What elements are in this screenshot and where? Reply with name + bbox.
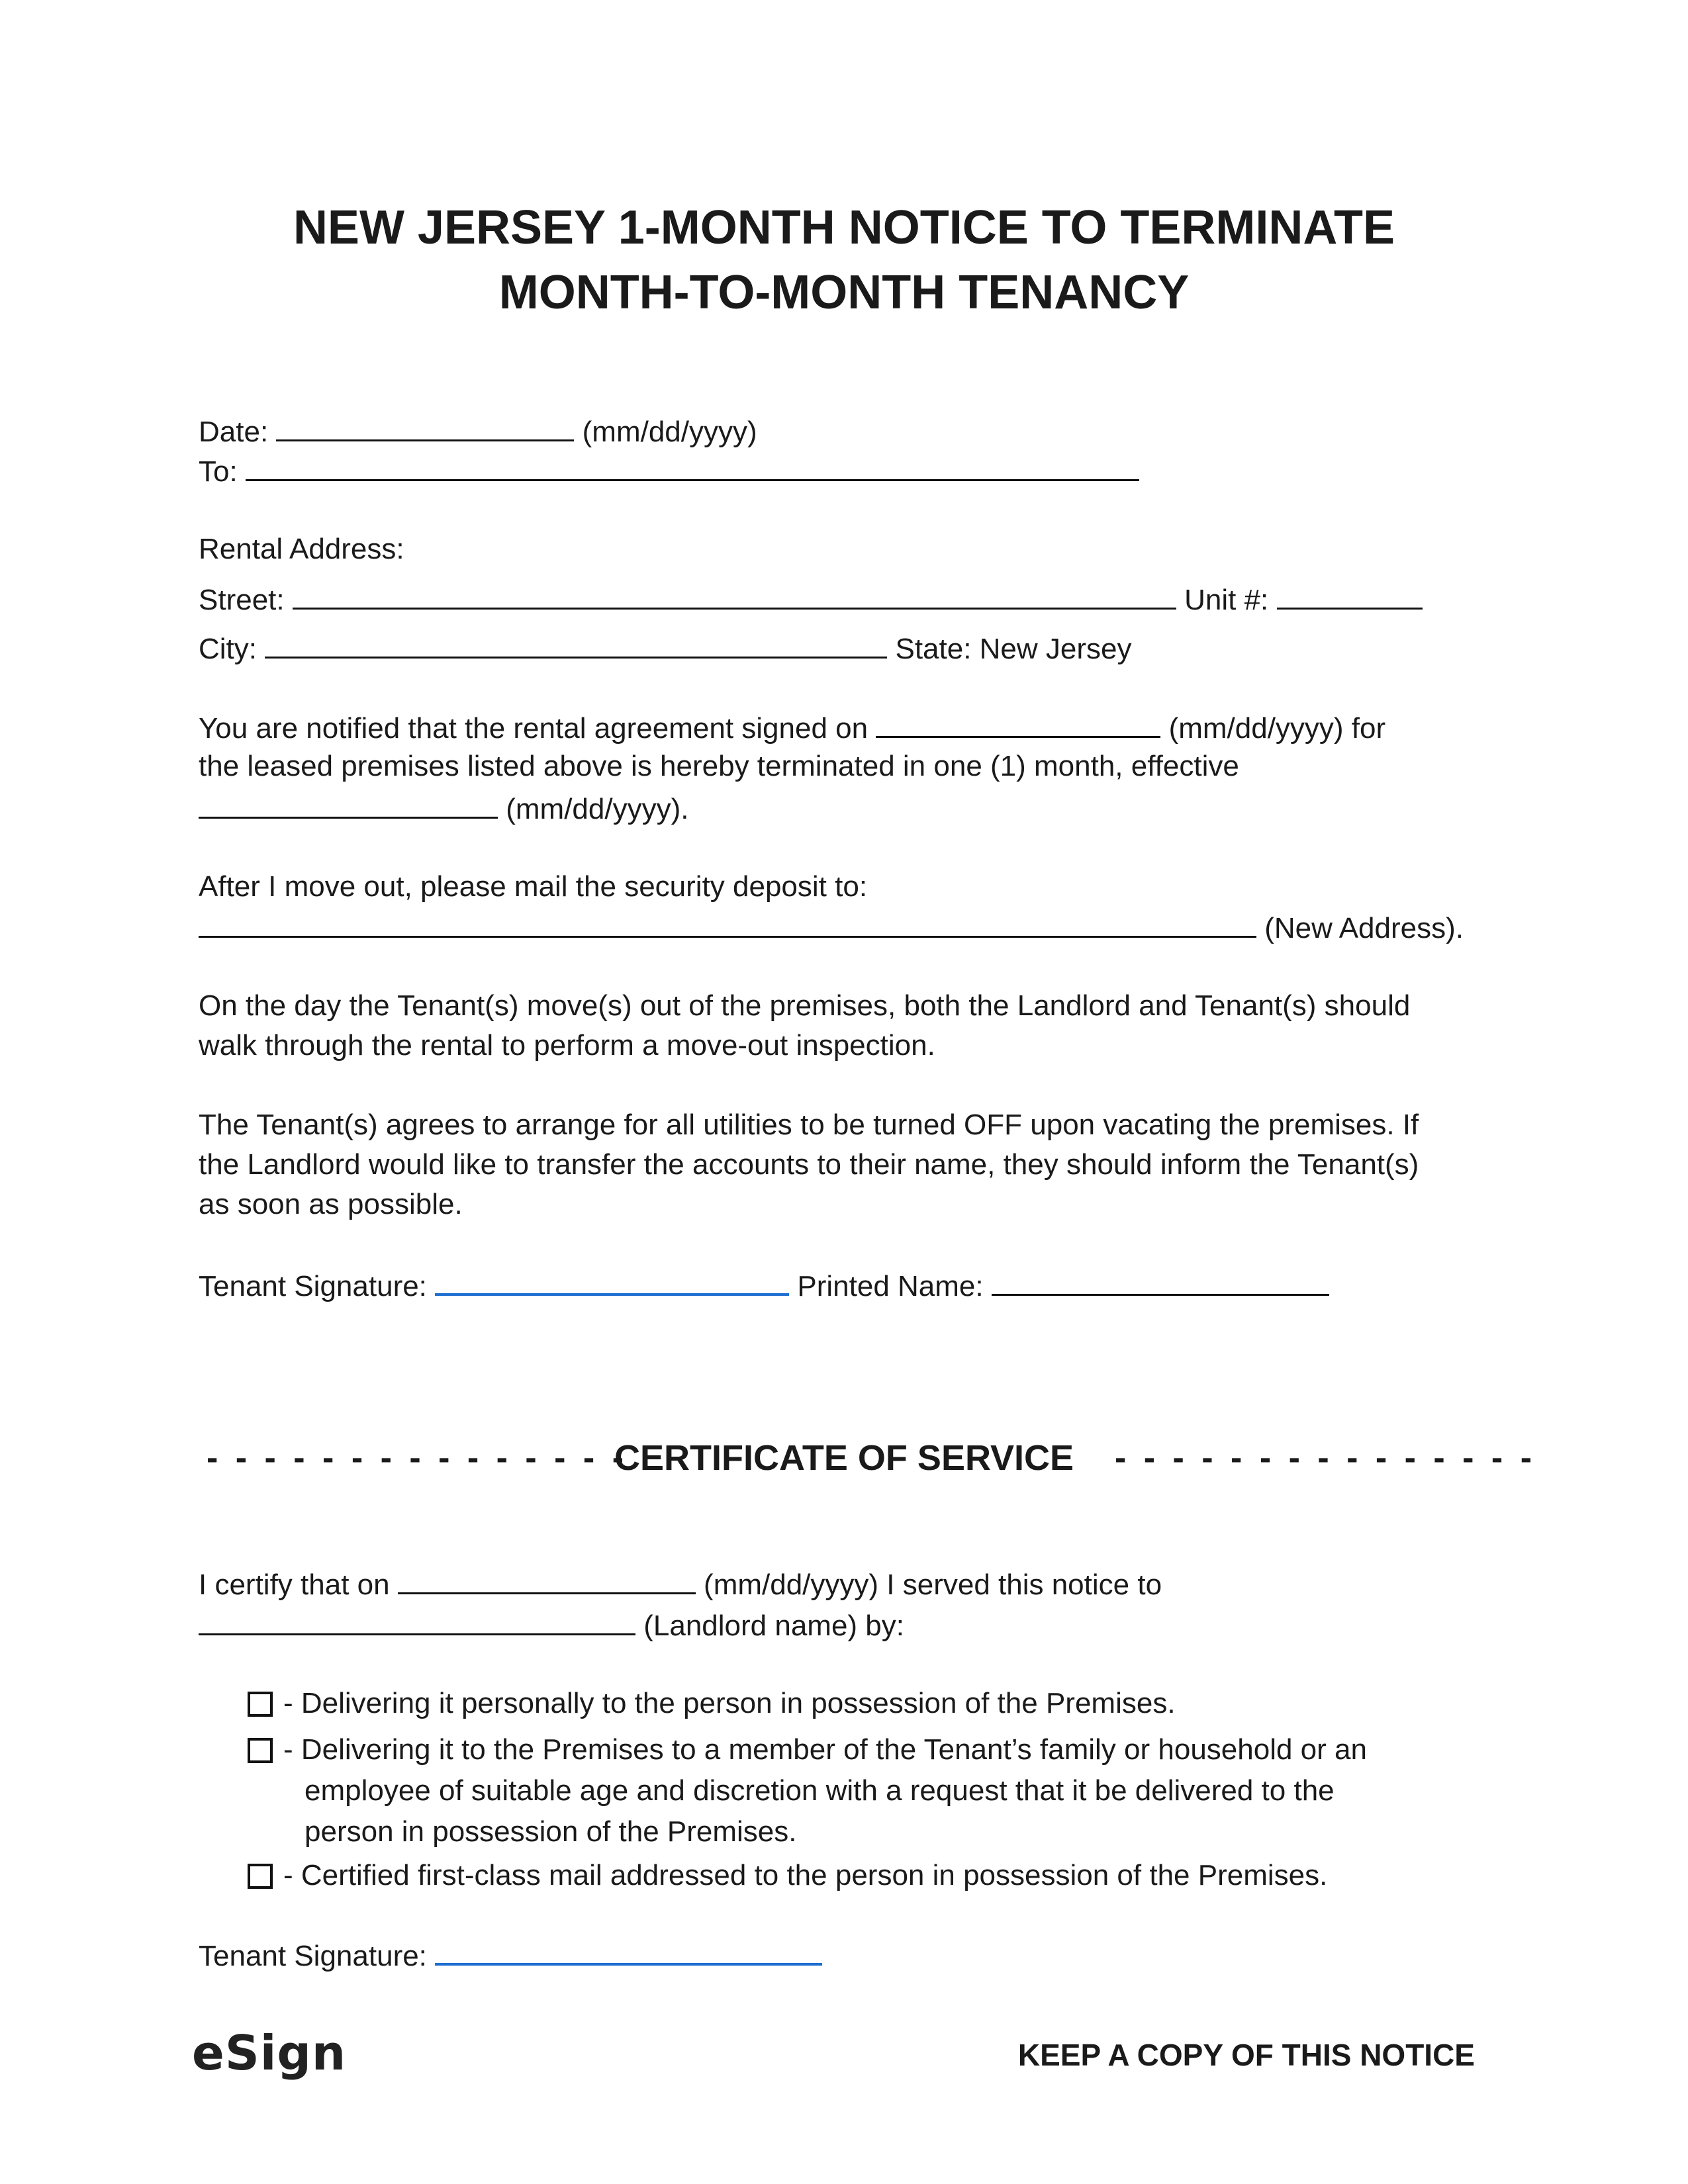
new-address-field[interactable] bbox=[199, 907, 1256, 938]
title-line-1: NEW JERSEY 1-MONTH NOTICE TO TERMINATE bbox=[293, 201, 1395, 254]
separator-right: - - - - - - - - - - - - - - - bbox=[1115, 1439, 1536, 1477]
certify-line-1 bbox=[199, 1563, 1162, 1605]
state-text: State: New Jersey bbox=[895, 633, 1132, 665]
certificate-title: CERTIFICATE OF SERVICE bbox=[614, 1438, 1074, 1478]
notice-line-1 bbox=[199, 707, 1385, 749]
inspection-line-1: On the day the Tenant(s) move(s) out of the premises, both the Landlord and Tenant(s) should bbox=[199, 989, 1411, 1022]
notice-text-3: (mm/dd/yyyy). bbox=[506, 793, 689, 825]
deposit-line-1: After I move out, please mail the security deposit to: bbox=[199, 870, 868, 903]
notice-line-2: the leased premises listed above is hereby terminated in one (1) month, effective bbox=[199, 750, 1239, 782]
certify-line-2 bbox=[199, 1604, 904, 1646]
notice-line-3 bbox=[199, 788, 688, 829]
inspection-line-2: walk through the rental to perform a move-out inspection. bbox=[199, 1029, 935, 1062]
certificate-signature-label: Tenant Signature: bbox=[199, 1940, 427, 1972]
new-address-label: (New Address). bbox=[1264, 912, 1464, 944]
agreement-date-field[interactable] bbox=[876, 707, 1160, 738]
service-date-field[interactable] bbox=[398, 1563, 696, 1594]
certificate-signature-field[interactable] bbox=[435, 1934, 822, 1966]
certificate-signature-row bbox=[199, 1934, 822, 1976]
printed-name-label: Printed Name: bbox=[797, 1270, 984, 1302]
service-option-2-text: - Delivering it to the Premises to a member of the Tenant’s family or household or an bbox=[283, 1733, 1367, 1766]
unit-field[interactable] bbox=[1277, 578, 1423, 610]
service-option-2-checkbox[interactable] bbox=[248, 1738, 273, 1763]
date-label: Date: bbox=[199, 416, 269, 448]
tenant-signature-field[interactable] bbox=[435, 1264, 789, 1296]
service-option-3-text: - Certified first-class mail addressed to the person in possession of the Premises. bbox=[283, 1859, 1328, 1891]
rental-address-heading: Rental Address: bbox=[199, 533, 404, 565]
tenant-signature-row bbox=[199, 1264, 1329, 1306]
date-format-hint: (mm/dd/yyyy) bbox=[582, 416, 757, 448]
certify-text-2: (Landlord name) by: bbox=[643, 1610, 904, 1642]
unit-label: Unit #: bbox=[1184, 584, 1269, 616]
utilities-line-3: as soon as possible. bbox=[199, 1188, 463, 1220]
city-label: City: bbox=[199, 633, 257, 665]
certify-text-1a: I certify that on bbox=[199, 1569, 390, 1601]
printed-name-field[interactable] bbox=[992, 1265, 1329, 1296]
notice-text-1b: (mm/dd/yyyy) for bbox=[1168, 712, 1386, 745]
notice-text-1a: You are notified that the rental agreement signed on bbox=[199, 712, 868, 745]
landlord-name-field[interactable] bbox=[199, 1604, 635, 1635]
city-row bbox=[199, 627, 1132, 669]
to-field[interactable] bbox=[246, 450, 1139, 481]
utilities-line-2: the Landlord would like to transfer the accounts to their name, they should inform the Tenant(s) bbox=[199, 1148, 1419, 1181]
date-field[interactable] bbox=[276, 410, 574, 441]
keep-copy-note: KEEP A COPY OF THIS NOTICE bbox=[1017, 2038, 1475, 2072]
effective-date-field[interactable] bbox=[199, 788, 498, 819]
service-option-1-text: - Delivering it personally to the person in possession of the Premises. bbox=[283, 1687, 1176, 1719]
to-label: To: bbox=[199, 455, 238, 488]
date-row bbox=[199, 410, 757, 452]
city-field[interactable] bbox=[265, 627, 887, 659]
service-option-1-checkbox[interactable] bbox=[248, 1692, 273, 1717]
separator-left: - - - - - - - - - - - - - - - bbox=[207, 1439, 628, 1477]
title-line-2: MONTH-TO-MONTH TENANCY bbox=[498, 266, 1190, 319]
street-row bbox=[199, 578, 1423, 620]
utilities-line-1: The Tenant(s) agrees to arrange for all utilities to be turned OFF upon vacating the premises. If bbox=[199, 1109, 1419, 1141]
service-option-3-checkbox[interactable] bbox=[248, 1864, 273, 1889]
deposit-line-2 bbox=[199, 907, 1464, 948]
service-option-2-text-cont-2: person in possession of the Premises. bbox=[305, 1815, 797, 1848]
tenant-signature-label: Tenant Signature: bbox=[199, 1270, 427, 1302]
service-option-2-text-cont-1: employee of suitable age and discretion with a request that it be delivered to the bbox=[305, 1774, 1335, 1807]
to-row bbox=[199, 450, 1139, 492]
street-label: Street: bbox=[199, 584, 285, 616]
certify-text-1b: (mm/dd/yyyy) I served this notice to bbox=[704, 1569, 1162, 1601]
street-field[interactable] bbox=[293, 578, 1176, 610]
esign-logo: eSign bbox=[192, 2025, 347, 2081]
